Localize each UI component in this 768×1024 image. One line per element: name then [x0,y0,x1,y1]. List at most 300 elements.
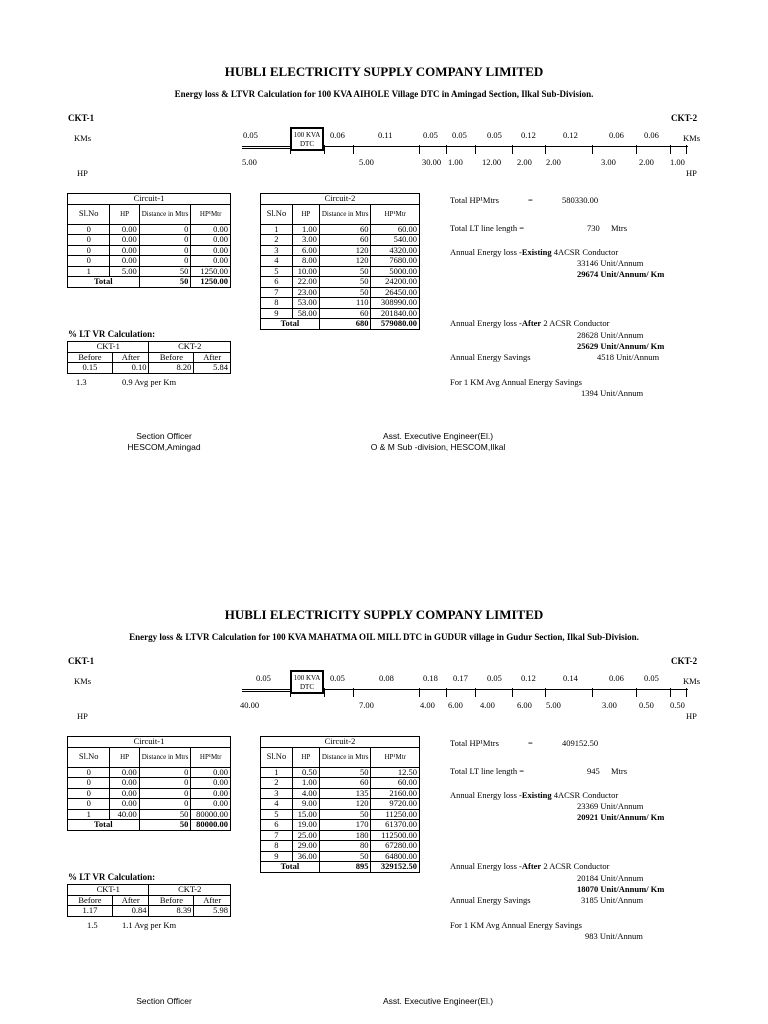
ltvr-group-ckt1: CKT-1 [68,342,149,353]
hp-value: 3.00 [602,700,617,710]
table-cell: 2 [261,778,293,789]
ltvr-group-ckt2: CKT-2 [149,342,231,353]
lt-length-label: Total LT line length = [450,223,525,233]
table-cell: 120 [319,245,371,256]
line-tick [419,688,420,697]
km-avg-label: For 1 KM Avg Annual Energy Savings [450,377,582,387]
table-cell: 61370.00 [371,820,420,831]
table-row [261,799,420,810]
column-header: Sl.No [261,204,293,224]
table-cell: 0.50 [292,767,319,778]
table-cell: 80 [319,841,371,852]
table-cell: 8 [261,298,293,309]
hp-value: 2.00 [517,157,532,167]
km-value: 0.17 [453,673,468,683]
line-tick [545,688,546,697]
lt-length-value: 945 [587,766,600,776]
table-cell: 80000.00 [191,809,231,820]
signature-right-org: O & M Sub -division, HESCOM,Ilkal [370,442,506,452]
table-cell: 120 [319,256,371,267]
table-cell: 12.50 [371,767,420,778]
table-title-row [261,737,420,748]
table-row [261,809,420,820]
table-cell: 1 [261,767,293,778]
km-value: 0.05 [423,130,438,140]
savings-label: Annual Energy Savings [450,352,531,362]
hp-value: 2.00 [639,157,654,167]
ltvr-title: % LT VR Calculation: [68,872,156,882]
existing-loss-label: Annual Energy loss -Existing 4ACSR Conductor [450,247,619,257]
table-title: Circuit-2 [261,194,420,205]
table-cell: 0.00 [110,778,139,789]
table-cell: 0 [139,245,191,256]
column-header: HP [110,204,139,224]
table-cell: 50 [319,266,371,277]
hp-value: 7.00 [359,700,374,710]
km-avg-value: 1394 Unit/Annum [581,388,644,398]
dtc-box: 100 KVA DTC [290,127,324,151]
kms-label-left: KMs [74,676,92,686]
table-cell: 0 [139,778,191,789]
table-cell: 53.00 [292,298,319,309]
total-distance: 50 [139,277,191,288]
line-tick [636,688,637,697]
ltvr-col-header: Before [68,352,113,363]
table-cell: 0.00 [191,799,231,810]
table-cell: 50 [319,809,371,820]
table-row [261,841,420,852]
table-cell: 0.00 [191,788,231,799]
table-cell: 0.00 [110,245,139,256]
column-header: Sl.No [261,747,293,767]
existing-unit-annum: 33146 Unit/Annum [577,258,644,268]
hp-value: 2.00 [546,157,561,167]
total-distance: 680 [319,319,371,330]
ckt1-label: CKT-1 [68,656,95,666]
lt-length-unit: Mtrs [611,766,628,776]
circuit1-table [67,736,231,831]
table-cell: 4320.00 [371,245,420,256]
ltvr-avg-b: 0.9 Avg per Km [122,377,177,387]
table-cell: 0 [139,235,191,246]
total-distance: 895 [319,862,371,873]
table-cell: 0 [139,256,191,267]
table-cell: 201840.00 [371,308,420,319]
hp-label-right: HP [686,711,697,721]
ltvr-col-header: After [194,352,231,363]
km-value: 0.12 [521,130,536,140]
table-title: Circuit-1 [68,737,231,748]
table-cell: 58.00 [292,308,319,319]
column-header: Sl.No [68,747,110,767]
ltvr-value: 8.20 [149,363,194,374]
table-cell: 1.00 [292,778,319,789]
table-row [68,809,231,820]
km-value: 0.05 [256,673,271,683]
table-total-row [261,862,420,873]
hp-value: 5.00 [359,157,374,167]
total-hpmtr: 579080.00 [371,319,420,330]
total-hp-value: 580330.00 [562,195,599,205]
line-tick [353,688,354,697]
hp-value: 3.00 [601,157,616,167]
table-cell: 5.00 [110,266,139,277]
savings-label: Annual Energy Savings [450,895,531,905]
km-value: 0.11 [378,130,393,140]
total-hp-value: 409152.50 [562,738,599,748]
savings-value: 3185 Unit/Annum [581,895,644,905]
km-value: 0.05 [452,130,467,140]
table-cell: 6.00 [292,245,319,256]
table-cell: 0 [68,767,110,778]
table-cell: 170 [319,820,371,831]
total-label: Total [261,862,320,873]
table-cell: 4 [261,799,293,810]
column-header: Sl.No [68,204,110,224]
table-cell: 50 [139,809,191,820]
total-hp-eq: = [528,195,533,205]
ltvr-table [67,884,231,917]
after-loss-label: Annual Energy loss -After 2 ACSR Conductor [450,318,610,328]
ltvr-col-header: After [112,895,149,906]
company-title: HUBLI ELECTRICITY SUPPLY COMPANY LIMITED [224,64,544,79]
hp-value: 40.00 [240,700,260,710]
hp-value: 0.50 [639,700,654,710]
ckt2-label: CKT-2 [671,113,698,123]
after-loss-label: Annual Energy loss -After 2 ACSR Conductor [450,861,610,871]
table-cell: 0.00 [110,799,139,810]
table-cell: 50 [319,277,371,288]
table-cell: 0 [68,788,110,799]
total-distance: 50 [139,820,191,831]
km-value: 0.12 [521,673,536,683]
ltvr-value-row [68,906,231,917]
table-cell: 1250.00 [191,266,231,277]
column-header: Distance in Mtrs [139,747,191,767]
table-cell: 9 [261,308,293,319]
line-tick [592,688,593,697]
table-cell: 40.00 [110,809,139,820]
existing-unit-annum: 23369 Unit/Annum [577,801,644,811]
ltvr-col-header: Before [68,895,113,906]
column-header: Distance in Mtrs [319,747,371,767]
hp-value: 5.00 [546,700,561,710]
table-cell: 3 [261,245,293,256]
total-label: Total [68,820,140,831]
table-cell: 7 [261,287,293,298]
lt-length-value: 730 [587,223,600,233]
total-label: Total [261,319,320,330]
table-cell: 0 [139,788,191,799]
table-cell: 0.00 [110,235,139,246]
km-value: 0.12 [563,130,578,140]
column-header: HP [292,204,319,224]
table-cell: 50 [319,287,371,298]
km-value: 0.05 [487,673,502,683]
table-row [68,778,231,789]
table-row [68,799,231,810]
hp-value: 5.00 [242,157,257,167]
table-header-row [68,747,231,767]
total-label: Total [68,277,140,288]
table-cell: 67280.00 [371,841,420,852]
table-cell: 5 [261,809,293,820]
table-cell: 0 [68,235,110,246]
ckt1-label: CKT-1 [68,113,95,123]
after-unit-annum: 20184 Unit/Annum [577,873,644,883]
table-cell: 9 [261,851,293,862]
table-cell: 8 [261,841,293,852]
signature-right-title: Asst. Executive Engineer(El.) [382,431,494,441]
table-cell: 60 [319,308,371,319]
table-title: Circuit-2 [261,737,420,748]
table-cell: 0.00 [191,235,231,246]
existing-per-km: 29674 Unit/Annum/ Km [577,269,665,279]
hp-value: 6.00 [448,700,463,710]
km-value: 0.14 [563,673,578,683]
table-cell: 19.00 [292,820,319,831]
table-cell: 0 [68,778,110,789]
table-cell: 0 [139,799,191,810]
table-title-row [68,737,231,748]
hp-label-left: HP [77,168,88,178]
table-cell: 7680.00 [371,256,420,267]
line-tick [475,688,476,697]
signature-left-title: Section Officer [136,431,192,441]
table-cell: 23.00 [292,287,319,298]
table-title: Circuit-1 [68,194,231,205]
table-cell: 6 [261,277,293,288]
table-cell: 36.00 [292,851,319,862]
ltvr-title: % LT VR Calculation: [68,329,156,339]
total-hpmtr: 80000.00 [191,820,231,831]
table-cell: 24200.00 [371,277,420,288]
table-cell: 0.00 [191,767,231,778]
table-cell: 0 [68,256,110,267]
table-cell: 112500.00 [371,830,420,841]
table-cell: 25.00 [292,830,319,841]
table-cell: 3.00 [292,235,319,246]
company-title: HUBLI ELECTRICITY SUPPLY COMPANY LIMITED [224,607,544,622]
table-header-row [261,747,420,767]
table-cell: 0.00 [191,224,231,235]
hp-value: 1.00 [448,157,463,167]
km-value: 0.06 [330,130,345,140]
km-value: 0.06 [609,130,624,140]
after-unit-annum: 28628 Unit/Annum [577,330,644,340]
table-cell: 50 [319,767,371,778]
table-cell: 4 [261,256,293,267]
total-hpmtr: 329152.50 [371,862,420,873]
table-cell: 60 [319,224,371,235]
table-cell: 110 [319,298,371,309]
lt-length-label: Total LT line length = [450,766,525,776]
km-value: 0.06 [609,673,624,683]
column-header: HP¹Mtr [191,747,231,767]
hp-value: 4.00 [420,700,435,710]
table-cell: 6 [261,820,293,831]
table-cell: 3 [261,788,293,799]
table-cell: 50 [139,266,191,277]
after-per-km: 25629 Unit/Annum/ Km [577,341,665,351]
table-cell: 1 [261,224,293,235]
table-cell: 0.00 [110,256,139,267]
dtc-box: 100 KVA DTC [290,670,324,694]
ltvr-col-header: Before [149,895,194,906]
ltvr-group-ckt2: CKT-2 [149,885,231,896]
column-header: HP¹Mtr [191,204,231,224]
line-tick [512,688,513,697]
table-cell: 29.00 [292,841,319,852]
kms-label-right: KMs [683,133,701,143]
table-cell: 60.00 [371,224,420,235]
table-cell: 0 [68,799,110,810]
table-cell: 4.00 [292,788,319,799]
lt-length-unit: Mtrs [611,223,628,233]
table-cell: 0 [68,245,110,256]
table-cell: 11250.00 [371,809,420,820]
table-total-row [68,820,231,831]
column-header: HP [110,747,139,767]
hp-value: 12.00 [482,157,502,167]
hp-label-right: HP [686,168,697,178]
table-cell: 135 [319,788,371,799]
km-avg-label: For 1 KM Avg Annual Energy Savings [450,920,582,930]
total-hp-label: Total HP¹Mtrs [450,738,499,748]
table-cell: 0.00 [110,224,139,235]
column-header: Distance in Mtrs [139,204,191,224]
table-row [261,820,420,831]
column-header: HP¹Mtr [371,747,420,767]
ltvr-col-header: After [112,352,149,363]
ltvr-group-row [68,885,231,896]
table-cell: 180 [319,830,371,841]
line-tick [446,688,447,697]
table-cell: 120 [319,799,371,810]
total-hp-eq: = [528,738,533,748]
report-subtitle: Energy loss & LTVR Calculation for 100 KVA AIHOLE Village DTC in Amingad Section, Ilkal Sub-Division. [174,89,594,99]
signature-right-title: Asst. Executive Engineer(El.) [382,996,494,1006]
column-header: HP [292,747,319,767]
hp-label-left: HP [77,711,88,721]
table-cell: 26450.00 [371,287,420,298]
table-cell: 1.00 [292,224,319,235]
table-cell: 0.00 [191,778,231,789]
table-row [261,778,420,789]
km-value: 0.05 [644,673,659,683]
table-cell: 0 [68,224,110,235]
table-cell: 1 [68,266,110,277]
table-row [261,851,420,862]
table-cell: 308990.00 [371,298,420,309]
table-cell: 0.00 [191,256,231,267]
km-value: 0.05 [243,130,258,140]
table-cell: 0.00 [191,245,231,256]
km-value: 0.05 [487,130,502,140]
ltvr-col-header: Before [149,352,194,363]
table-cell: 540.00 [371,235,420,246]
table-row [68,788,231,799]
ltvr-group-ckt1: CKT-1 [68,885,149,896]
ltvr-col-header: After [194,895,231,906]
table-cell: 50 [319,851,371,862]
ckt2-label: CKT-2 [671,656,698,666]
table-cell: 0.00 [110,788,139,799]
table-cell: 15.00 [292,809,319,820]
table-row [261,788,420,799]
table-cell: 9.00 [292,799,319,810]
table-cell: 0.00 [110,767,139,778]
table-cell: 10.00 [292,266,319,277]
ltvr-avg-a: 1.3 [76,377,87,387]
ltvr-value: 0.84 [112,906,149,917]
column-header: Distance in Mtrs [319,204,371,224]
table-cell: 60 [319,235,371,246]
table-cell: 9720.00 [371,799,420,810]
km-value: 0.18 [423,673,438,683]
hp-value: 6.00 [517,700,532,710]
table-cell: 0 [139,224,191,235]
after-per-km: 18070 Unit/Annum/ Km [577,884,665,894]
table-cell: 2 [261,235,293,246]
column-header: HP¹Mtr [371,204,420,224]
table-cell: 2160.00 [371,788,420,799]
table-cell: 0 [139,767,191,778]
signature-left-org: HESCOM,Amingad [127,442,201,452]
ltvr-value: 1.17 [68,906,113,917]
line-tick [324,688,325,697]
km-value: 0.06 [644,130,659,140]
report-subtitle: Energy loss & LTVR Calculation for 100 KVA MAHATMA OIL MILL DTC in GUDUR village in Gudur Section, Ilkal Sub-Division. [129,632,639,642]
ltvr-value: 8.39 [149,906,194,917]
table-cell: 7 [261,830,293,841]
kms-label-right: KMs [683,676,701,686]
ltvr-avg-b: 1.1 Avg per Km [122,920,177,930]
table-cell: 60.00 [371,778,420,789]
main-line-left-stub [242,691,290,692]
hp-value: 30.00 [422,157,442,167]
km-value: 0.05 [330,673,345,683]
table-cell: 64800.00 [371,851,420,862]
line-tick [686,688,687,697]
signature-left-title: Section Officer [136,996,192,1006]
ltvr-value: 0.15 [68,363,113,374]
kms-label-left: KMs [74,133,92,143]
table-cell: 60 [319,778,371,789]
existing-per-km: 20921 Unit/Annum/ Km [577,812,665,822]
ltvr-avg-a: 1.5 [87,920,98,930]
ltvr-col-row [68,895,231,906]
hp-value: 0.50 [670,700,685,710]
existing-loss-label: Annual Energy loss -Existing 4ACSR Conductor [450,790,619,800]
ltvr-value: 0.10 [112,363,149,374]
table-cell: 22.00 [292,277,319,288]
table-cell: 5000.00 [371,266,420,277]
total-hp-label: Total HP¹Mtrs [450,195,499,205]
km-avg-value: 983 Unit/Annum [585,931,643,941]
savings-value: 4518 Unit/Annum [597,352,660,362]
table-row [261,767,420,778]
hp-value: 4.00 [480,700,495,710]
ltvr-value: 5.98 [194,906,231,917]
total-hpmtr: 1250.00 [191,277,231,288]
table-cell: 1 [68,809,110,820]
table-cell: 8.00 [292,256,319,267]
table-cell: 5 [261,266,293,277]
circuit2-table [260,736,420,873]
line-tick [670,688,671,697]
hp-value: 1.00 [670,157,685,167]
